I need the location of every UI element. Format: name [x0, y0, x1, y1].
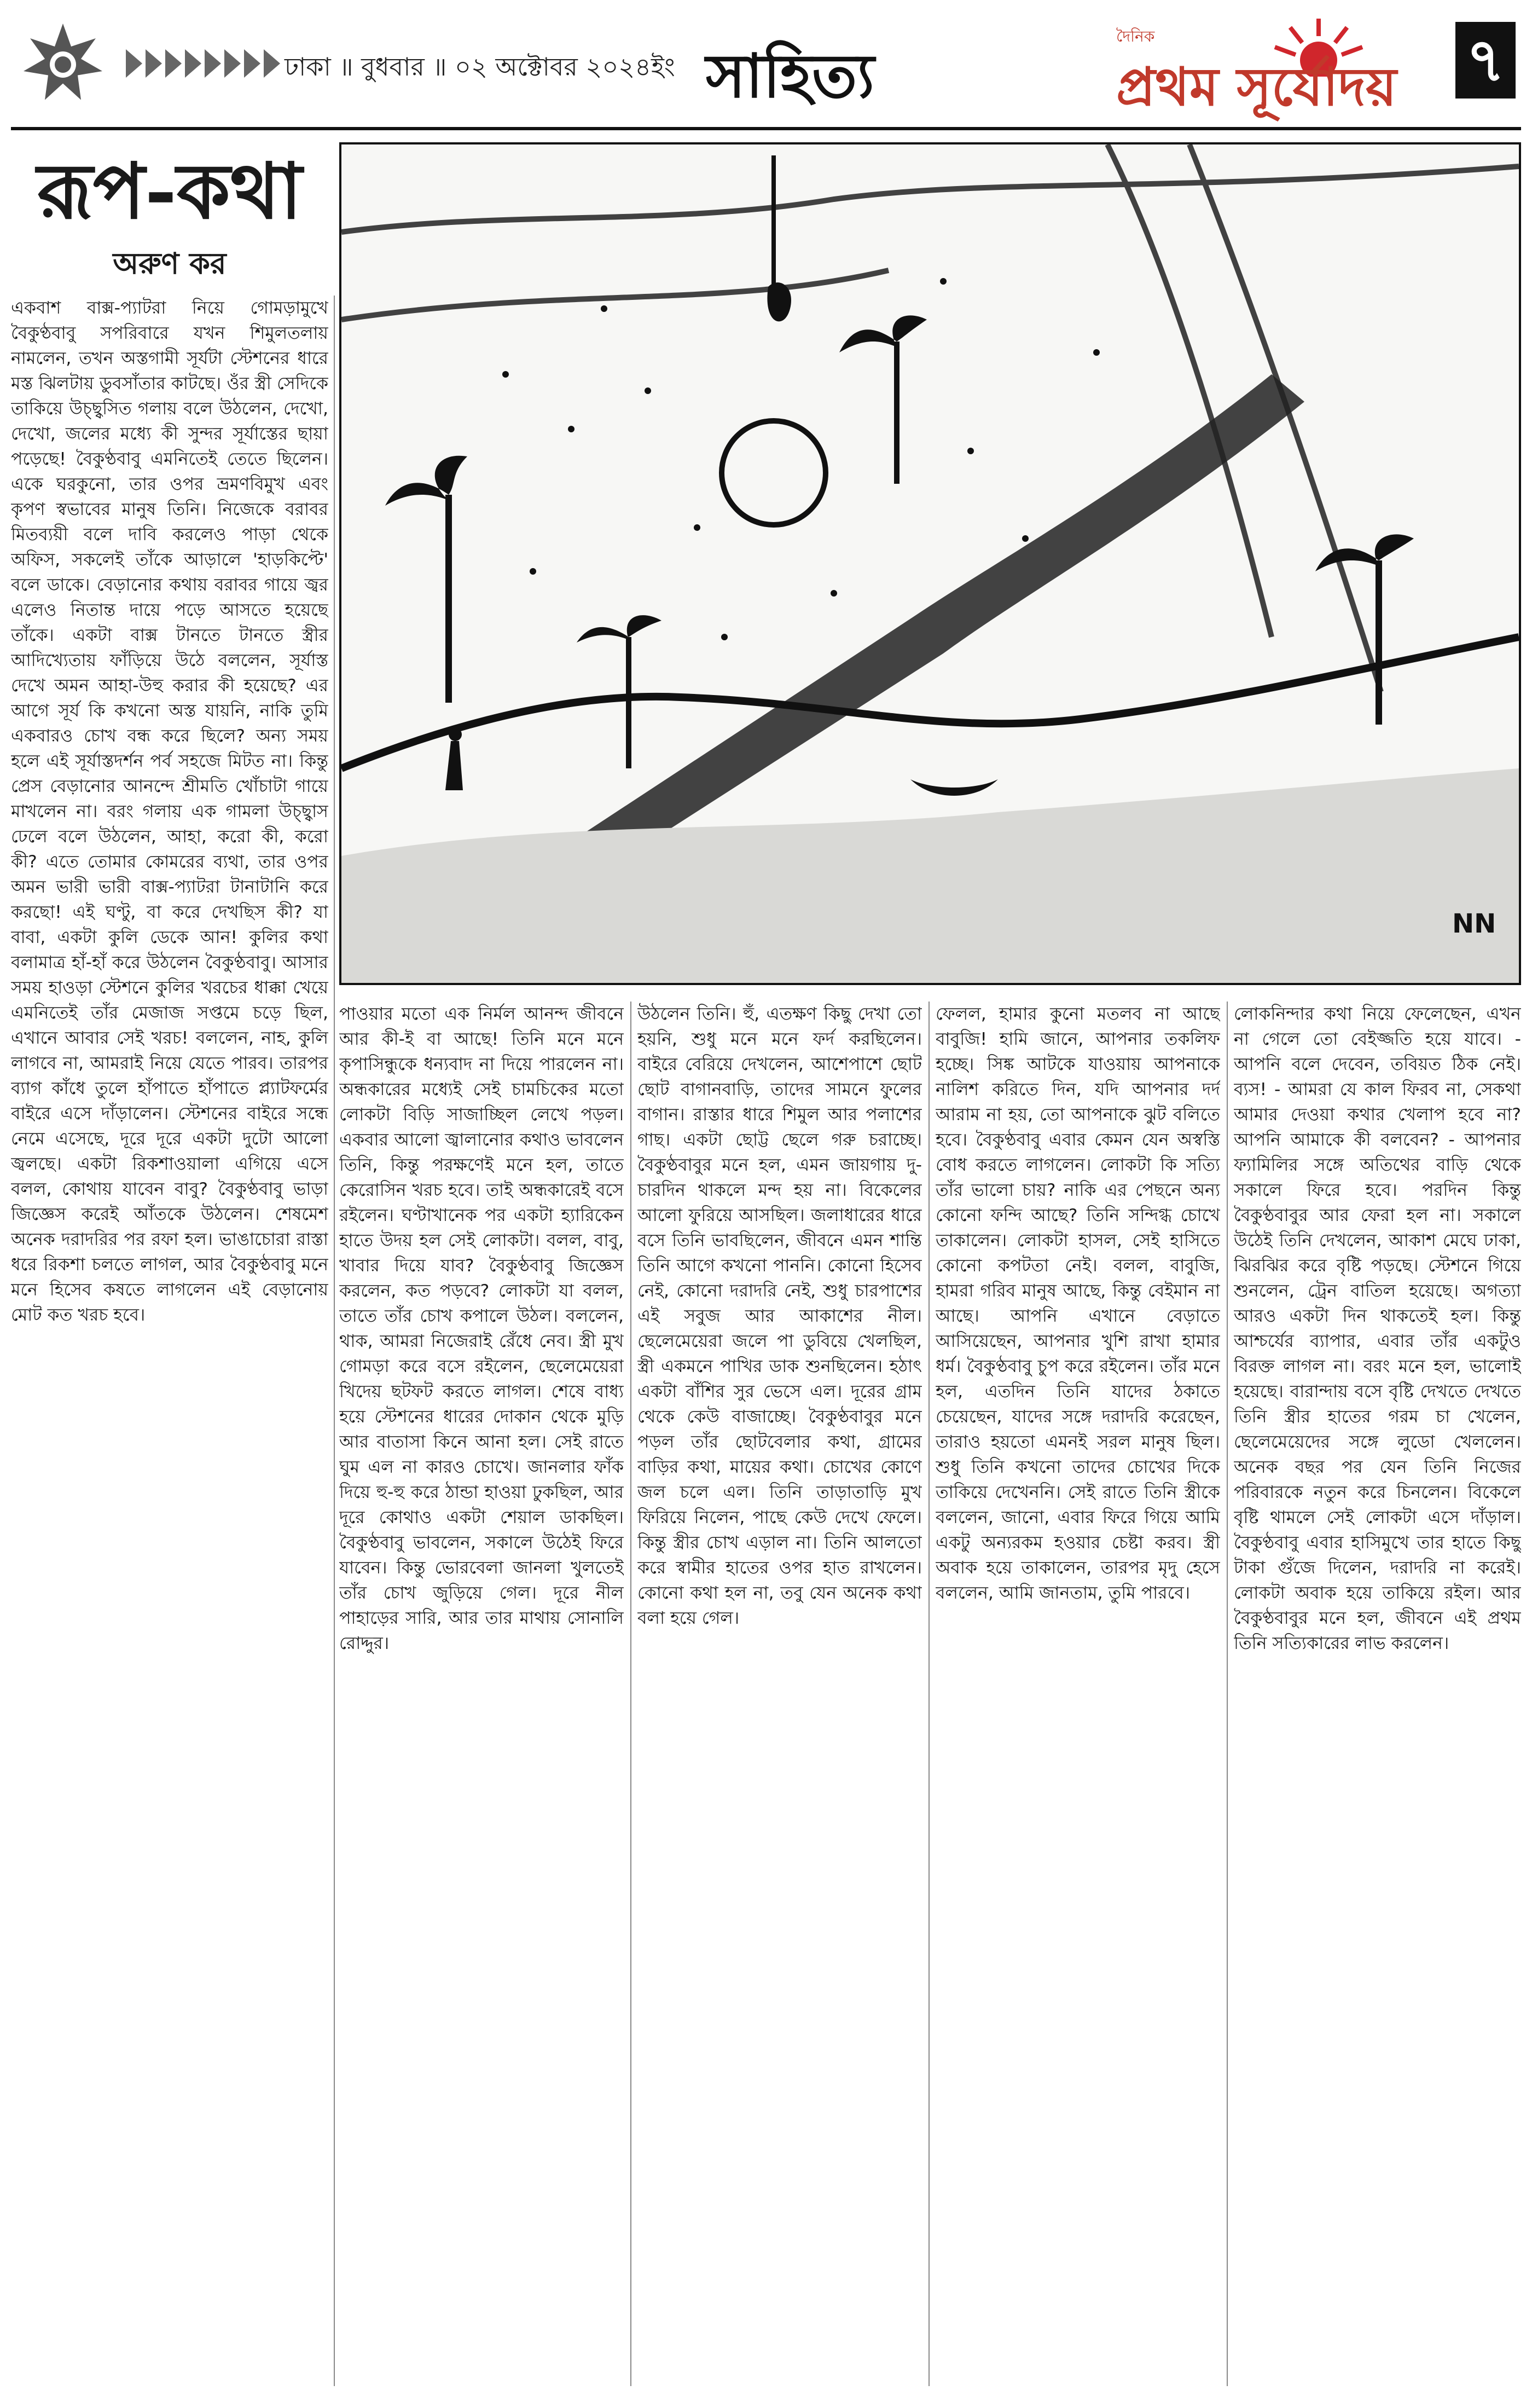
article-column-3: [637, 1002, 922, 2386]
column-divider: [1227, 1002, 1228, 2386]
ornament-star-icon: [22, 22, 104, 104]
article-column-5: [1234, 1002, 1521, 2386]
artist-signature: NN: [1452, 908, 1496, 939]
article-column-4: [936, 1002, 1220, 2386]
header-rule: [11, 127, 1521, 130]
ink-sketch-illustration: [339, 142, 1521, 985]
masthead: [0, 0, 1532, 137]
column-text: উঠলেন তিনি। হুঁ, এতক্ষণ কিছু দেখা তো হয়নি, শুধু মনে মনে ফর্দ করছিলেন। বাইরে বেরিয়ে দেখলেন, আশেপাশে ছোট ছোট বাগানবাড়ি, তাদের সামনে ফুলের বাগান। রাস্তার ধারে শিমুল আর পলাশের গাছ। একটা ছোট্ট ছেলে গরু চরাচ্ছে। বৈকুণ্ঠবাবুর মনে হল, এমন জায়গায় দু-চারদিন থাকলে মন্দ হয় না। বিকেলের আলো ফুরিয়ে আসছিল। জলাধারের ধারে বসে তিনি ভাবছিলেন, জীবনে এমন শান্তি তিনি আগে কখনো পাননি। কোনো হিসেব নেই, কোনো দরাদরি নেই, শুধু চারপাশের এই সবুজ আর আকাশের নীল। ছেলেমেয়েরা জলে পা ডুবিয়ে খেলছিল, স্ত্রী একমনে পাখির ডাক শুনছিলেন। হঠাৎ একটা বাঁশির সুর ভেসে এল। দূরের গ্রাম থেকে কেউ বাজাচ্ছে। বৈকুণ্ঠবাবুর মনে পড়ল তাঁর ছোটবেলার কথা, গ্রামের বাড়ির কথা, মায়ের কথা। চোখের কোণে জল চলে এল। তিনি তাড়াতাড়ি মুখ ফিরিয়ে নিলেন, পাছে কেউ দেখে ফেলে। কিন্তু স্ত্রীর চোখ এড়াল না। তিনি আলতো করে স্বামীর হাতের ওপর হাত রাখলেন। কোনো কথা হল না, তবু যেন অনেক কথা বলা হয়ে গেল।: [637, 1004, 922, 1628]
sketch-drawing: [341, 144, 1519, 983]
article-column-1: [11, 296, 328, 2386]
story-title: রূপ-কথা: [37, 147, 303, 236]
column-text: লোকনিন্দার কথা নিয়ে ফেলেছেন, এখন না গেলে তো বেইজ্জতি হয়ে যাবে। - আপনি বলে দেবেন, তবিয়ত ঠিক নেই। ব্যস! - আমরা যে কাল ফিরব না, সেকথা আমার দেওয়া কথার খেলাপ হবে না? আপনি আমাকে কী বলবেন? - আপনার ফ্যামিলির সঙ্গে অতিথের বাড়ি থেকে সকালে ফিরে হবে। পরদিন কিন্তু বৈকুণ্ঠবাবুর আর ফেরা হল না। সকালে উঠেই তিনি দেখলেন, আকাশ মেঘে ঢাকা, ঝিরঝির করে বৃষ্টি পড়ছে। স্টেশনে গিয়ে শুনলেন, ট্রেন বাতিল হয়েছে। অগত্যা আরও একটা দিন থাকতেই হল। কিন্তু আশ্চর্যের ব্যাপার, এবার তাঁর একটুও বিরক্ত লাগল না। বরং মনে হল, ভালোই হয়েছে। বারান্দায় বসে বৃষ্টি দেখতে দেখতে তিনি স্ত্রীর হাতের গরম চা খেলেন, ছেলেমেয়েদের সঙ্গে লুডো খেললেন। অনেক বছর পর যেন তিনি নিজের পরিবারকে নতুন করে চিনলেন। বিকেলে বৃষ্টি থামলে সেই লোকটা এসে দাঁড়াল। বৈকুণ্ঠবাবু এবার হাসিমুখে তার হাতে কিছু টাকা গুঁজে দিলেন, দরাদরি না করেই। লোকটা অবাক হয়ে তাকিয়ে রইল। আর বৈকুণ্ঠবাবুর মনে হল, জীবনে এই প্রথম তিনি সত্যিকারের লাভ করলেন।: [1234, 1004, 1521, 1653]
paper-name: প্রথম সূর্যোদয়: [1116, 56, 1397, 118]
newspaper-logo: [1094, 11, 1477, 120]
chevron-arrows-icon: [126, 49, 280, 78]
page-number: ৭: [1455, 22, 1516, 99]
column-divider: [630, 1002, 631, 2386]
column-text: ফেলল, হামার কুনো মতলব না আছে বাবুজি! হামি জানে, আপনার তকলিফ হচ্ছে। সিঙ্ক আটকে যাওয়ায় আপনাকে নালিশ করিতে দিন, যদি আপনার দর্দ আরাম না হয়, তো আপনাকে ঝুট বলিতে হবে। বৈকুণ্ঠবাবু এবার কেমন যেন অস্বস্তি বোধ করতে লাগলেন। লোকটা কি সত্যি তাঁর ভালো চায়? নাকি এর পেছনে অন্য কোনো ফন্দি আছে? তিনি সন্দিগ্ধ চোখে তাকালেন। লোকটা হাসল, সেই হাসিতে কোনো কপটতা নেই। বলল, বাবুজি, হামরা গরিব মানুষ আছে, কিন্তু বেইমান না আছে। আপনি এখানে বেড়াতে আসিয়েছেন, আপনার খুশি রাখা হামার ধর্ম। বৈকুণ্ঠবাবু চুপ করে রইলেন। তাঁর মনে হল, এতদিন তিনি যাদের ঠকাতে চেয়েছেন, যাদের সঙ্গে দরাদরি করেছেন, তারাও হয়তো এমনই সরল মানুষ ছিল। শুধু তিনি কখনো তাদের চোখের দিকে তাকিয়ে দেখেননি। সেই রাতে তিনি স্ত্রীকে বললেন, জানো, এবার ফিরে গিয়ে আমি একটু অন্যরকম হওয়ার চেষ্টা করব। স্ত্রী অবাক হয়ে তাকালেন, তারপর মৃদু হেসে বললেন, আমি জানতাম, তুমি পারবে।: [936, 1004, 1220, 1603]
paper-prefix: দৈনিক: [1116, 27, 1155, 45]
article-column-2: [339, 1002, 624, 2386]
column-divider: [929, 1002, 930, 2386]
column-text: একবাশ বাক্স-প্যাটরা নিয়ে গোমড়ামুখে বৈকুণ্ঠবাবু সপরিবারে যখন শিমুলতলায় নামলেন, তখন অস্তগামী সূর্যটা স্টেশনের ধারে মস্ত ঝিলটায় ডুবসাঁতার কাটছে। ওঁর স্ত্রী সেদিকে তাকিয়ে উচ্ছ্বসিত গলায় বলে উঠলেন, দেখো, দেখো, জলের মধ্যে কী সুন্দর সূর্যাস্তের ছায়া পড়েছে! বৈকুণ্ঠবাবু এমনিতেই তেতে ছিলেন। একে ঘরকুনো, তার ওপর ভ্রমণবিমুখ এবং কৃপণ স্বভাবের মানুষ তিনি। নিজেকে বরাবর মিতব্যয়ী বলে দাবি করলেও পাড়া থেকে অফিস, সকলেই তাঁকে আড়ালে 'হাড়কিপ্টে' বলে ডাকে। বেড়ানোর কথায় বরাবর গায়ে জ্বর এলেও নিতান্ত দায়ে পড়ে আসতে হয়েছে তাঁকে। একটা বাক্স টানতে টানতে স্ত্রীর আদিখ্যেতায় ফাঁড়িয়ে উঠে বললেন, সূর্যাস্ত দেখে অমন আহা-উহু করার কী হয়েছে? এর আগে সূর্য কি কখনো অস্ত যায়নি, নাকি তুমি একবারও চোখ বন্ধ করে ছিলে? অন্য সময় হলে এই সূর্যাস্তদর্শন পর্ব সহজে মিটত না। কিন্তু প্রেস বেড়ানোর আনন্দে শ্রীমতি খোঁচাটা গায়ে মাখলেন না। বরং গলায় এক গামলা উচ্ছ্বাস ঢেলে বলে উঠলেন, আহা, করো কী, করো কী? এতে তোমার কোমরের ব্যথা, তার ওপর অমন ভারী ভারী বাক্স-প্যাটরা টানাটানি করে করছো! এই ঘণ্টু, বা করে দেখছিস কী? যা বাবা, একটা কুলি ডেকে আন! কুলির কথা বলামাত্র হাঁ-হাঁ করে উঠলেন বৈকুণ্ঠবাবু। আসার সময় হাওড়া স্টেশনে কুলির খরচের ধাক্কা খেয়ে এমনিতেই তাঁর মেজাজ সপ্তমে চড়ে ছিল, এখানে আবার সেই খরচ! বললেন, নাহ, কুলি লাগবে না, আমরাই নিয়ে যেতে পারব। তারপর ব্যাগ কাঁধে তুলে হাঁপাতে হাঁপাতে প্ল্যাটফর্মের বাইরে এসে দাঁড়ালেন। স্টেশনের বাইরে সন্ধে নেমে এসেছে, দূরে দূরে একটা দুটো আলো জ্বলছে। একটা রিকশাওয়ালা এগিয়ে এসে বলল, কোথায় যাবেন বাবু? বৈকুণ্ঠবাবু ভাড়া জিজ্ঞেস করেই আঁতকে উঠলেন। শেষমেশ অনেক দরাদরির পর রফা হল। ভাঙাচোরা রাস্তা ধরে রিকশা চলতে লাগল, আর বৈকুণ্ঠবাবু মনে মনে হিসেব কষতে লাগলেন এই বেড়ানোয় মোট কত খরচ হবে।: [11, 298, 328, 1325]
column-divider: [334, 296, 335, 2386]
section-title: সাহিত্য: [706, 40, 875, 111]
date-line: ঢাকা ॥ বুধবার ॥ ০২ অক্টোবর ২০২৪ইং: [285, 52, 675, 82]
column-text: পাওয়ার মতো এক নির্মল আনন্দ জীবনে আর কী-ই বা আছে! তিনি মনে মনে কৃপাসিন্ধুকে ধন্যবাদ না দিয়ে পারলেন না। অন্ধকারের মধ্যেই সেই চামচিকের মতো লোকটা বিড়ি সাজাচ্ছিল লেখে পড়ল। একবার আলো জ্বালানোর কথাও ভাবলেন তিনি, কিন্তু পরক্ষণেই মনে হল, তাতে কেরোসিন খরচ হবে। তাই অন্ধকারেই বসে রইলেন। ঘণ্টাখানেক পর একটা হ্যারিকেন হাতে উদয় হল সেই লোকটা। বলল, বাবু, খাবার দিয়ে যাব? বৈকুণ্ঠবাবু জিজ্ঞেস করলেন, কত পড়বে? লোকটা যা বলল, তাতে তাঁর চোখ কপালে উঠল। বললেন, থাক, আমরা নিজেরাই রেঁধে নেব। স্ত্রী মুখ গোমড়া করে বসে রইলেন, ছেলেমেয়েরা খিদেয় ছটফট করতে লাগল। শেষে বাধ্য হয়ে স্টেশনের ধারের দোকান থেকে মুড়ি আর বাতাসা কিনে আনা হল। সেই রাতে ঘুম এল না কারও চোখে। জানলার ফাঁক দিয়ে হু-হু করে ঠান্ডা হাওয়া ঢুকছিল, আর দূরে কোথাও একটা শেয়াল ডাকছিল। বৈকুণ্ঠবাবু ভাবলেন, সকালে উঠেই ফিরে যাবেন। কিন্তু ভোরবেলা জানলা খুলতেই তাঁর চোখ জুড়িয়ে গেল। দূরে নীল পাহাড়ের সারি, আর তার মাথায় সোনালি রোদ্দুর।: [339, 1004, 624, 1653]
story-author: অরুণ কর: [113, 246, 227, 281]
story-title-block: [11, 142, 328, 285]
